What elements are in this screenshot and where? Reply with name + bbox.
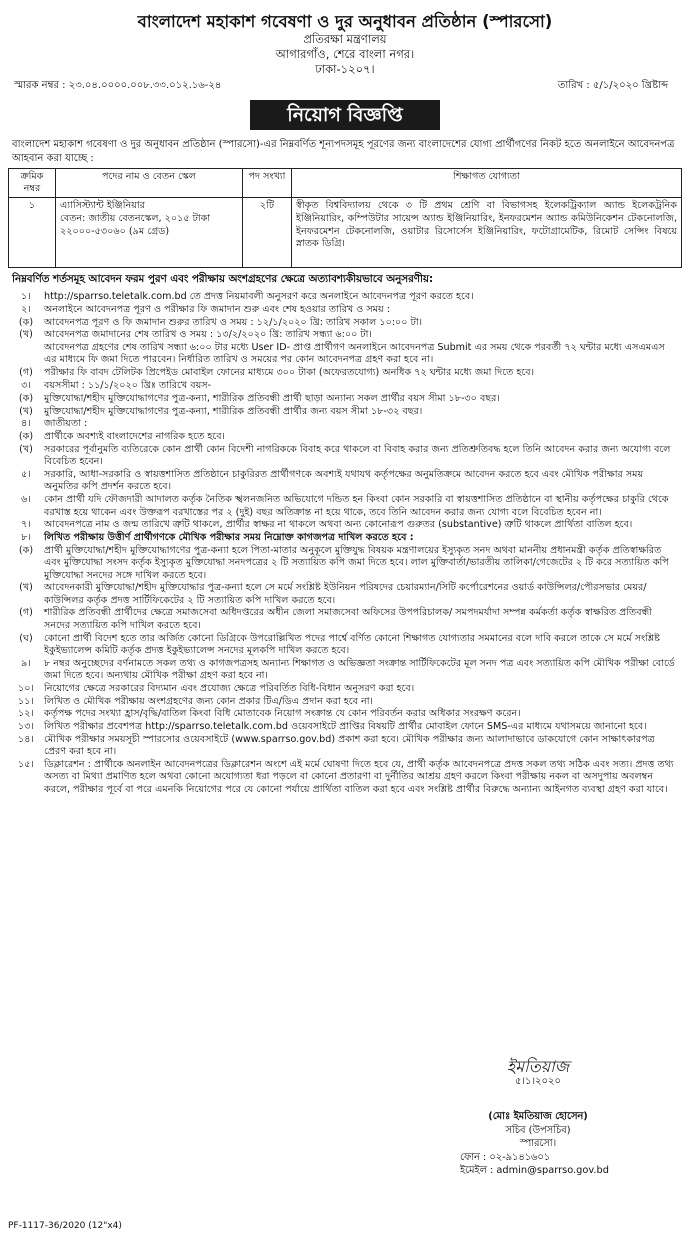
condition-marker: (ক)	[18, 544, 34, 556]
handwritten-signature: ইমতিয়াজ	[506, 1057, 570, 1076]
vacancy-table	[8, 168, 682, 268]
issue-date: তারিখ : ৫/১/২০২০ খ্রিষ্টাব্দ	[557, 80, 668, 91]
condition-text: আবেদনপত্র পূরণ ও ফি জমাদান শুরুর তারিখ ও সময় : ১২/১/২০২০ খ্রি: তারিখ সকাল ১০:০০ টা।	[44, 316, 423, 328]
condition-marker: ৩।	[21, 380, 31, 392]
condition-marker: (খ)	[19, 329, 33, 341]
condition-marker: ৯।	[21, 657, 31, 669]
condition-marker: ১৫।	[18, 758, 34, 770]
condition-text: সরকারের পূর্বানুমতি ব্যতিরেকে কোন প্রার্থী কোন বিদেশী নাগরিককে বিবাহ করে থাকলে বা বিবাহ করার জন্য প্রতিশ্রুতিবদ্ধ হলে তিনি আবেদন করার জন্য অযোগ্য বলে বিবেচিত হবেন।	[44, 444, 671, 468]
condition-text: লিখিত পরীক্ষার প্রবেশপত্র http://sparrso.teletalk.com.bd ওয়েবসাইটে প্রাপ্তির বিষয়টি প্রার্থীর মোবাইল ফোনে SMS-এর মাধ্যমে যথাসময়ে জানানো হবে।	[44, 721, 647, 733]
condition-item	[8, 304, 682, 316]
condition-item	[8, 494, 682, 519]
condition-text: মৌখিক পরীক্ষার সময়সূচী স্পারসোর ওয়েবসাইটে (www.sparrso.gov.bd) প্রকাশ করা হবে। মৌখিক পরীক্ষার জন্য আলাদাভাবে ডাকযোগে কোন সাক্ষাৎকারপত্র প্রেরণ করা হবে না।	[44, 733, 655, 758]
condition-item	[8, 380, 682, 392]
condition-text: আবেদনকারী মুক্তিযোদ্ধা/শহীদ মুক্তিযোদ্ধার পুত্র-কন্যা হলে সে মর্মে সংশ্লিষ্ট ইউনিয়ন পরিষদের চেয়ারম্যান/সিটি কর্পোরেশনের ওয়ার্ড কাউন্সিলর/পৌরসভার মেয়র/কাউন্সিলর কর্তৃক প্রদত্ত সার্টিফিকেটের ২ টি সত্যায়িত কপি দাখিল করতে হবে।	[44, 582, 647, 606]
header-serial: ক্রমিক নম্বর	[9, 169, 56, 198]
condition-item	[8, 708, 682, 720]
condition-marker: ১৩।	[18, 721, 34, 733]
condition-item	[8, 444, 682, 469]
condition-text: ডিক্লারেশন : প্রার্থীকে অনলাইন আবেদনপত্রের ডিক্লারেশন অংশে এই মর্মে ঘোষণা দিতে হবে যে, প্রার্থী কর্তৃক আবেদনপত্রে প্রদত্ত সকল তথ্য সঠিক এবং সত্য। প্রদত্ত তথ্য অসত্য বা মিথ্যা প্রমাণিত হলে অথবা কোনো অযোগ্যতা ধরা পড়লে বা কোনো প্রতারণা বা দুর্নীতির আশ্রয় গ্রহণ করলে কিংবা পরীক্ষায় নকল বা অসদুপায় অবলম্বন করলে, পরীক্ষার পূর্বে বা পরে এমনকি নিয়োগের পরে যে কোনো পর্যায়ে প্রার্থিতা বাতিল করা হবে এবং সংশ্লিষ্ট প্রার্থীর বিরুদ্ধে অন্যান্য আইনগত ব্যবস্থা গ্রহণ করা যাবে।	[44, 758, 674, 795]
condition-marker: ১০।	[18, 682, 34, 694]
condition-item	[8, 582, 682, 607]
condition-item	[8, 317, 682, 329]
condition-marker: ৮।	[21, 532, 31, 544]
table-header-row	[9, 169, 682, 198]
condition-marker: (খ)	[19, 405, 33, 417]
condition-marker: (ঘ)	[19, 632, 33, 644]
condition-marker: ১১।	[18, 695, 34, 707]
condition-text: ৮ নম্বর অনুচ্ছেদের বর্ণনামতে সকল তথ্য ও কাগজপত্রসহ অন্যান্য শিক্ষাগত ও অভিজ্ঞতা সংক্রান্ত সার্টিফিকেটের মূল সনদ পত্র এবং সত্যায়িত কপি মৌখিক পরীক্ষা বোর্ডে জমা দিতে হবে। অন্যথায় মৌখিক পরীক্ষা গ্রহণ করা হবে না।	[44, 657, 675, 681]
condition-text: মুক্তিযোদ্ধা/শহীদ মুক্তিযোদ্ধাগণের পুত্র-কন্যা, শারীরিক প্রতিবন্ধী প্রার্থী ছাড়া অন্যান্য সকল প্রার্থীর বয়স সীমা ১৮-৩০ বছর।	[44, 392, 500, 404]
condition-text: আবেদনপত্র গ্রহণের শেষ তারিখ সন্ধ্যা ৬:০০ টার মধ্যে User ID- প্রাপ্ত প্রার্থীগণ অনলাইনে আবেদনপত্র Submit এর সময় থেকে পরবর্তী ৭২ ঘন্টার মধ্যে এসএমএস এর মাধ্যমে ফি জমা দিতে পারবেন। নির্ধারিত তারিখ ও সময়ের পর কোন আবেদনপত্র গ্রহণ করা হবে না।	[44, 342, 665, 366]
condition-item	[8, 607, 682, 632]
condition-text: লিখিত পরীক্ষায় উত্তীর্ণ প্রার্থীগণকে মৌখিক পরীক্ষার সময় নিম্নোক্ত কাগজপত্র দাখিল করতে হবে :	[44, 532, 414, 544]
header-count: পদ সংখ্যা	[243, 169, 292, 198]
condition-text: আবেদনপত্র জমাদানের শেষ তারিখ ও সময় : ১৩/২/২০২০ খ্রি: তারিখ সন্ধ্যা ৬:০০ টা।	[44, 329, 372, 341]
condition-text: মুক্তিযোদ্ধা/শহীদ মুক্তিযোদ্ধাগণের পুত্র-কন্যা, শারীরিক প্রতিবন্ধী প্রার্থীর জন্য বয়স সীমা ১৮-৩২ বছর।	[44, 405, 423, 417]
condition-marker: (খ)	[19, 582, 33, 594]
condition-text: লিখিত ও মৌখিক পরীক্ষায় অংশগ্রহণের জন্য কোন প্রকার টিএ/ডিএ প্রদান করা হবে না।	[44, 695, 373, 707]
condition-marker: (খ)	[19, 444, 33, 456]
condition-item	[8, 545, 682, 582]
signatory-email: ইমেইল : admin@sparrso.gov.bd	[460, 1165, 609, 1176]
table-row	[9, 198, 682, 268]
condition-marker: (ক)	[18, 431, 34, 443]
letterhead	[8, 12, 682, 77]
condition-item	[8, 633, 682, 658]
condition-marker: ১৪।	[18, 733, 34, 745]
condition-text: শারীরিক প্রতিবন্ধী প্রার্থীদের ক্ষেত্রে সমাজসেবা অধিদপ্তরের অধীন জেলা সমাজসেবা অফিসের উপপরিচালক/ সমপদমর্যাদা সম্পন্ন কর্মকর্তা কর্তৃক স্বাক্ষরিত প্রতিবন্ধী সনদের সত্যায়িত কপি দাখিল করতে হবে।	[44, 607, 652, 631]
condition-item	[8, 658, 682, 683]
condition-item	[8, 418, 682, 430]
signatory-phone: ফোন : ০২-৯১৪১৬০১	[460, 1151, 551, 1163]
condition-text: সরকারি, আধা-সরকারি ও স্বায়ত্তশাসিত প্রতিষ্ঠানে চাকুরিরত প্রার্থীগণকে অবশ্যই যথাযথ কর্তৃপক্ষের অনুমতিক্রমে আবেদন করতে হবে এবং মৌখিক পরীক্ষার সময় অনুমতির কপি প্রদর্শন করতে হবে।	[44, 469, 644, 493]
pay-scale: বেতন: জাতীয় বেতনস্কেল, ২০১৫ টাকা ২২০০০-৫৩০৬০ (৯ম গ্রেড)	[60, 212, 211, 237]
condition-marker: ১২।	[18, 708, 34, 720]
condition-item	[8, 532, 682, 544]
condition-marker: ২।	[21, 303, 31, 315]
condition-marker: ১।	[21, 291, 31, 302]
organization-name: বাংলাদেশ মহাকাশ গবেষণা ও দুর অনুধাবন প্রতিষ্ঠান (স্পারসো)	[137, 12, 553, 31]
signatory-designation: সচিব (উপসচিব)	[505, 1124, 571, 1136]
condition-marker: (ক)	[18, 316, 34, 328]
condition-item	[8, 759, 682, 796]
signatory-org: স্পারসো।	[519, 1138, 557, 1149]
cell-post	[56, 198, 243, 268]
condition-text: প্রার্থী মুক্তিযোদ্ধা/শহীদ মুক্তিযোদ্ধাগণের পুত্র-কন্যা হলে পিতা-মাতার অনুকূলে মুক্তিযুদ্ধ বিষয়ক মন্ত্রণালয়ের ইস্যুকৃত সনদ অথবা মাননীয় প্রধানমন্ত্রী কর্তৃক প্রতিস্বাক্ষরিত এবং মুক্তিযোদ্ধা সংসদ কর্তৃক ইস্যুকৃত মুক্তিযোদ্ধা সনদপত্রের ২ টি সত্যায়িত কপি জমা দিতে হবে। লাল মুক্তিবার্তা/ভারতীয় তালিকা/গেজেটের ২ টি করে সত্যায়িত কপি মুক্তিযোদ্ধা সনদের সঙ্গে দাখিল করতে হবে।	[44, 544, 669, 581]
condition-text: কর্তৃপক্ষ পদের সংখ্যা হ্রাস/বৃদ্ধি/বাতিল কিংবা বিধি মোতাবেক নিয়োগ সংক্রান্ত যে কোন পরিবর্তন করার অধিকার সংরক্ষণ করেন।	[44, 708, 521, 720]
condition-text: আবেদনপত্রে নাম ও জন্ম তারিখে ত্রুটি থাকলে, প্রার্থীর স্বাক্ষর না থাকলে অথবা অন্য কোনোরূপ গুরুতর (substantive) ত্রুটি থাকলে প্রার্থিতা বাতিল হবে।	[44, 519, 633, 531]
signature-block	[418, 1058, 658, 1178]
condition-text: http://sparrso.teletalk.com.bd তে প্রদত্ত নিয়মাবলী অনুসরণ করে অনলাইনে আবেদনপত্র পূরণ করতে হবে।	[44, 291, 474, 302]
city-line: ঢাকা-১২০৭।	[315, 62, 375, 76]
condition-item	[8, 431, 682, 443]
conditions-list	[8, 291, 682, 796]
memo-number: স্মারক নম্বর : ২৩.০৪.০০০০.০০৮.৩৩.০১২.১৬-২৪	[14, 80, 222, 91]
condition-marker	[8, 342, 44, 367]
condition-item	[8, 393, 682, 405]
intro-paragraph: বাংলাদেশ মহাকাশ গবেষণা ও দুর অনুধাবন প্রতিষ্ঠান (স্পারসো)-এর নিম্নবর্ণিত শূন্যপদসমূহ পূরণের জন্য বাংলাদেশের যোগ্য প্রার্থীগণের নিকট হতে অনলাইনে আবেদনপত্র আহবান করা যাচ্ছে :	[12, 139, 675, 164]
condition-item	[8, 367, 682, 379]
condition-text: কোনো প্রার্থী বিদেশ হতে তার অর্জিত কোনো ডিগ্রিকে উপরোল্লিখিত পদের পার্শ্বে বর্ণিত কোনো শিক্ষাগত যোগ্যতার সমমানের বলে দাবি করলে তাকে সে মর্মে সংশ্লিষ্ট ইকুইভ্যালেন্স কমিটি কর্তৃক প্রদত্ত ইকুইভ্যালেন্স সনদের মূলকপি দাখিল করতে হবে।	[44, 632, 660, 656]
conditions-heading: নিম্নবর্ণিত শর্তসমূহ আবেদন ফরম পুরণ এবং পরীক্ষায় অংশগ্রহণের ক্ষেত্রে অত্যাবশ্যকীয়ভাবে অনুসরণীয়:	[12, 273, 434, 285]
print-code: PF-1117-36/2020 (12"x4)	[8, 1221, 122, 1231]
condition-item	[8, 721, 682, 733]
cell-serial: ১	[9, 198, 56, 268]
condition-text: কোন প্রার্থী যদি ফৌজদারী আদালত কর্তৃক নৈতিক স্খলনজনিত অভিযোগে দন্ডিত হন কিংবা কোন সরকারি বা স্বায়ত্তশাসিত প্রতিষ্ঠানে বা স্থানীয় কর্তৃপক্ষের চাকুরি থেকে বরখাস্ত হয়ে থাকেন এবং উক্তরূপ বরখাস্তের পর ২ (দুই) বছর অতিক্রান্ত না হয়ে থাকে, তবে তিনি আবেদন করার জন্য যোগ্য বলে বিবেচিত হবেন না।	[44, 494, 669, 518]
reference-row	[8, 78, 682, 94]
condition-item	[8, 329, 682, 341]
condition-text: নিয়োগের ক্ষেত্রে সরকারের বিদ্যমান এবং প্রযোজ্য ক্ষেত্রে পরিবর্তিত বিধি-বিধান অনুসরণ করা হবে।	[44, 682, 415, 694]
notice-title: নিয়োগ বিজ্ঞপ্তি	[250, 100, 440, 130]
condition-item	[8, 734, 682, 759]
condition-text: প্রার্থীকে অবশ্যই বাংলাদেশের নাগরিক হতে হবে।	[44, 431, 225, 443]
condition-text: বয়সসীমা : ১১/১/২০২০ খ্রিঃ তারিখে বয়স-	[44, 380, 212, 392]
condition-marker: (গ)	[19, 367, 33, 379]
cell-count: ২টি	[243, 198, 292, 268]
condition-item	[8, 469, 682, 494]
header-qualification: শিক্ষাগত যোগ্যতা	[292, 169, 682, 198]
condition-item	[8, 683, 682, 695]
signatory-name: (মোঃ ইমতিয়াজ হোসেন)	[488, 1111, 588, 1122]
post-name: এ্যাসিস্ট্যান্ট ইঞ্জিনিয়ার	[60, 200, 145, 211]
condition-text: জাতীয়তা :	[44, 418, 88, 430]
condition-item	[8, 291, 682, 303]
address-line: আগারগাঁও, শেরে বাংলা নগর।	[275, 47, 415, 61]
condition-text: পরীক্ষার ফি বাবদ টেলিটক প্রিপেইড মোবাইল ফোনের মাধ্যমে ৩০০ টাকা (অফেরতযোগ্য) অনধিক ৭২ ঘন্টার মধ্যে জমা দিতে হবে।	[44, 367, 535, 379]
condition-marker: (ক)	[18, 392, 34, 404]
condition-item	[8, 519, 682, 531]
condition-item	[8, 406, 682, 418]
condition-marker: ৪।	[21, 418, 31, 430]
condition-text: অনলাইনে আবেদনপত্র পূরণ ও পরীক্ষার ফি জমাদান শুরু এবং শেষ হওয়ার তারিখ ও সময় :	[44, 303, 390, 315]
cell-qualification: স্বীকৃত বিশ্ববিদ্যালয় থেকে ৩ টি প্রথম শ্রেণি বা বিভাগসহ ইলেকট্রিক্যাল অ্যান্ড ইলেকট্রনিক ইঞ্জিনিয়ারিং, কম্পিউটার সায়েন্স অ্যান্ড ইঞ্জিনিয়ারিং, ইনফরমেশন অ্যান্ড কমিউনিকেশন টেকনোলজি, ইনফরমেশন টেকনোলজি, ওয়াটার রিসোর্সেস ইঞ্জিনিয়ারিং, ফটোগ্রামেটিক, রিমোট সেন্সিং বিষয়ে স্নাতক ডিগ্রি।	[292, 198, 682, 268]
condition-marker: (গ)	[19, 607, 33, 619]
condition-item	[8, 696, 682, 708]
ministry-name: প্রতিরক্ষা মন্ত্রণালয়	[303, 32, 387, 46]
condition-item	[8, 342, 682, 367]
signature-date: ৫।১।২০২০	[514, 1076, 562, 1087]
condition-marker: ৬।	[21, 494, 31, 506]
condition-marker: ৫।	[21, 469, 31, 481]
header-post: পদের নাম ও বেতন স্কেল	[56, 169, 243, 198]
condition-marker: ৭।	[21, 519, 31, 531]
